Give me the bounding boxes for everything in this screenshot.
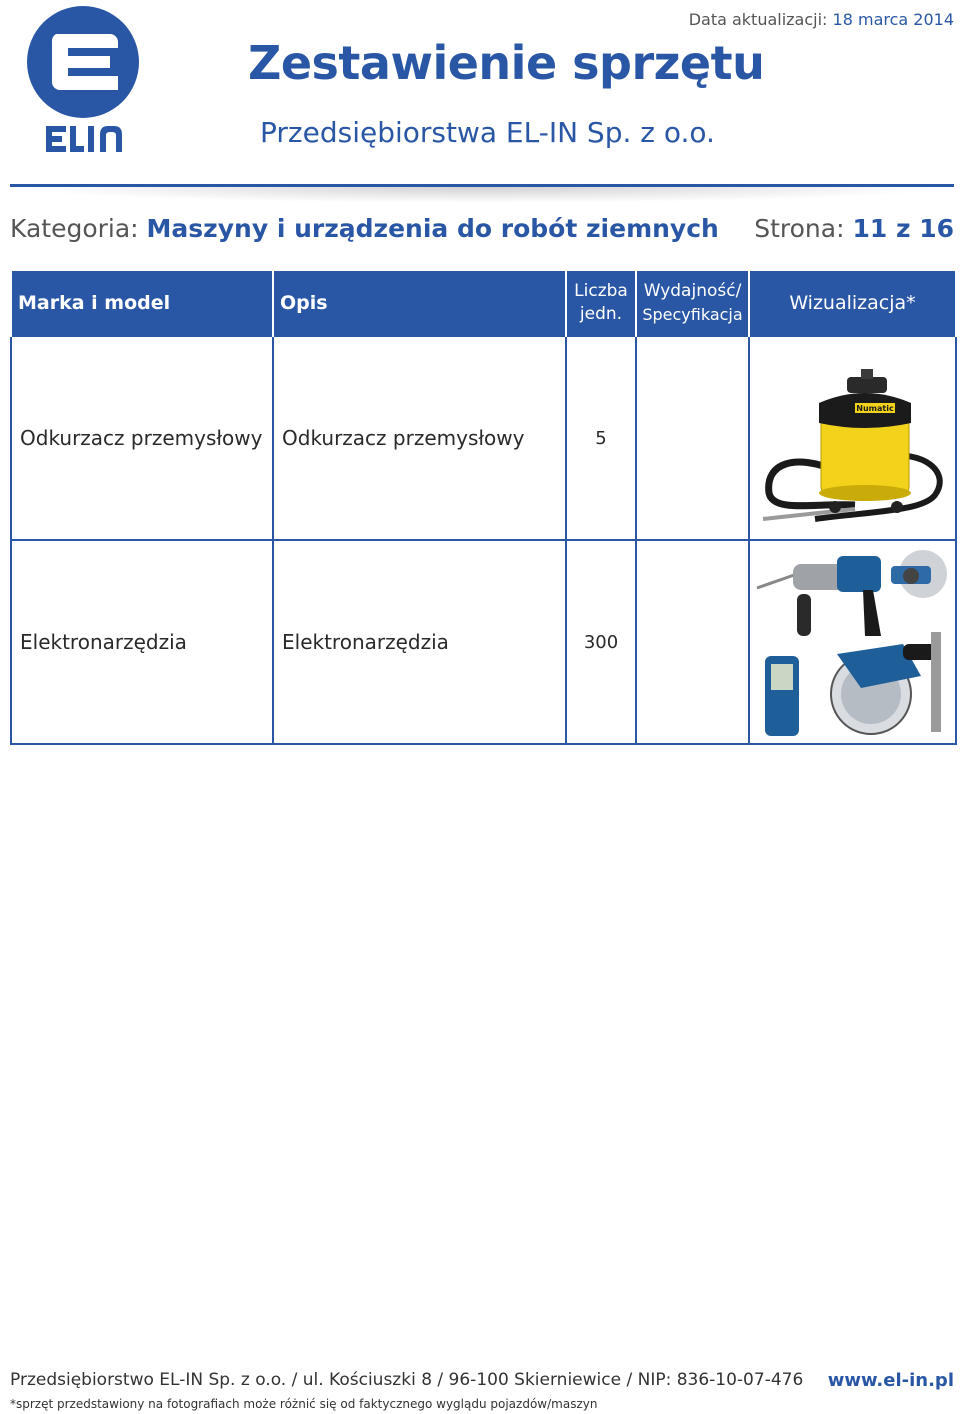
update-label: Data aktualizacji:	[688, 10, 828, 29]
page-subtitle: Przedsiębiorstwa EL-IN Sp. z o.o.	[260, 116, 715, 149]
header-divider-shadow	[10, 187, 954, 203]
category-label: Kategoria:	[10, 214, 139, 243]
company-logo	[26, 4, 142, 156]
cell-description: Elektronarzędzia	[273, 540, 566, 744]
cell-visual	[749, 336, 956, 540]
header-description: Opis	[273, 271, 566, 336]
header-visual: Wizualizacja*	[749, 271, 956, 336]
cell-visual	[749, 540, 956, 744]
cell-model: Elektronarzędzia	[11, 540, 273, 744]
vacuum-brand-label: Numatic	[855, 404, 894, 413]
industrial-vacuum-image	[755, 353, 951, 523]
header-spec-line2: Specyfikacja	[642, 305, 743, 324]
equipment-table	[10, 271, 957, 745]
page-value: 11 z 16	[852, 214, 954, 243]
cell-quantity: 300	[566, 540, 636, 744]
header-quantity-line1: Liczba	[574, 281, 628, 301]
category-value: Maszyny i urządzenia do robót ziemnych	[146, 214, 719, 243]
table-row	[11, 540, 956, 744]
page-indicator	[754, 214, 954, 243]
page-title: Zestawienie sprzętu	[248, 36, 765, 90]
footer-website-link[interactable]: www.el-in.pl	[827, 1370, 954, 1391]
footer-address: Przedsiębiorstwo EL-IN Sp. z o.o. / ul. Kościuszki 8 / 96-100 Skierniewice / NIP: 836-10-07-476	[10, 1370, 804, 1390]
cell-spec	[636, 336, 749, 540]
page-label: Strona:	[754, 214, 845, 243]
cell-quantity: 5	[566, 336, 636, 540]
table-header-row	[11, 271, 956, 336]
update-date: 18 marca 2014	[832, 10, 954, 29]
cell-spec	[636, 540, 749, 744]
header-model: Marka i model	[11, 271, 273, 336]
header-quantity	[566, 271, 636, 336]
power-tools-image	[753, 544, 953, 740]
header-quantity-line2: jedn.	[579, 304, 623, 324]
cell-description: Odkurzacz przemysłowy	[273, 336, 566, 540]
category-line	[10, 214, 719, 243]
header-spec	[636, 271, 749, 336]
table-row	[11, 336, 956, 540]
footer-footnote: *sprzęt przedstawiony na fotografiach może różnić się od faktycznego wyglądu pojazdów/maszyn	[10, 1397, 598, 1411]
cell-model: Odkurzacz przemysłowy	[11, 336, 273, 540]
header-spec-line1: Wydajność/	[643, 281, 742, 301]
update-info	[689, 10, 954, 29]
